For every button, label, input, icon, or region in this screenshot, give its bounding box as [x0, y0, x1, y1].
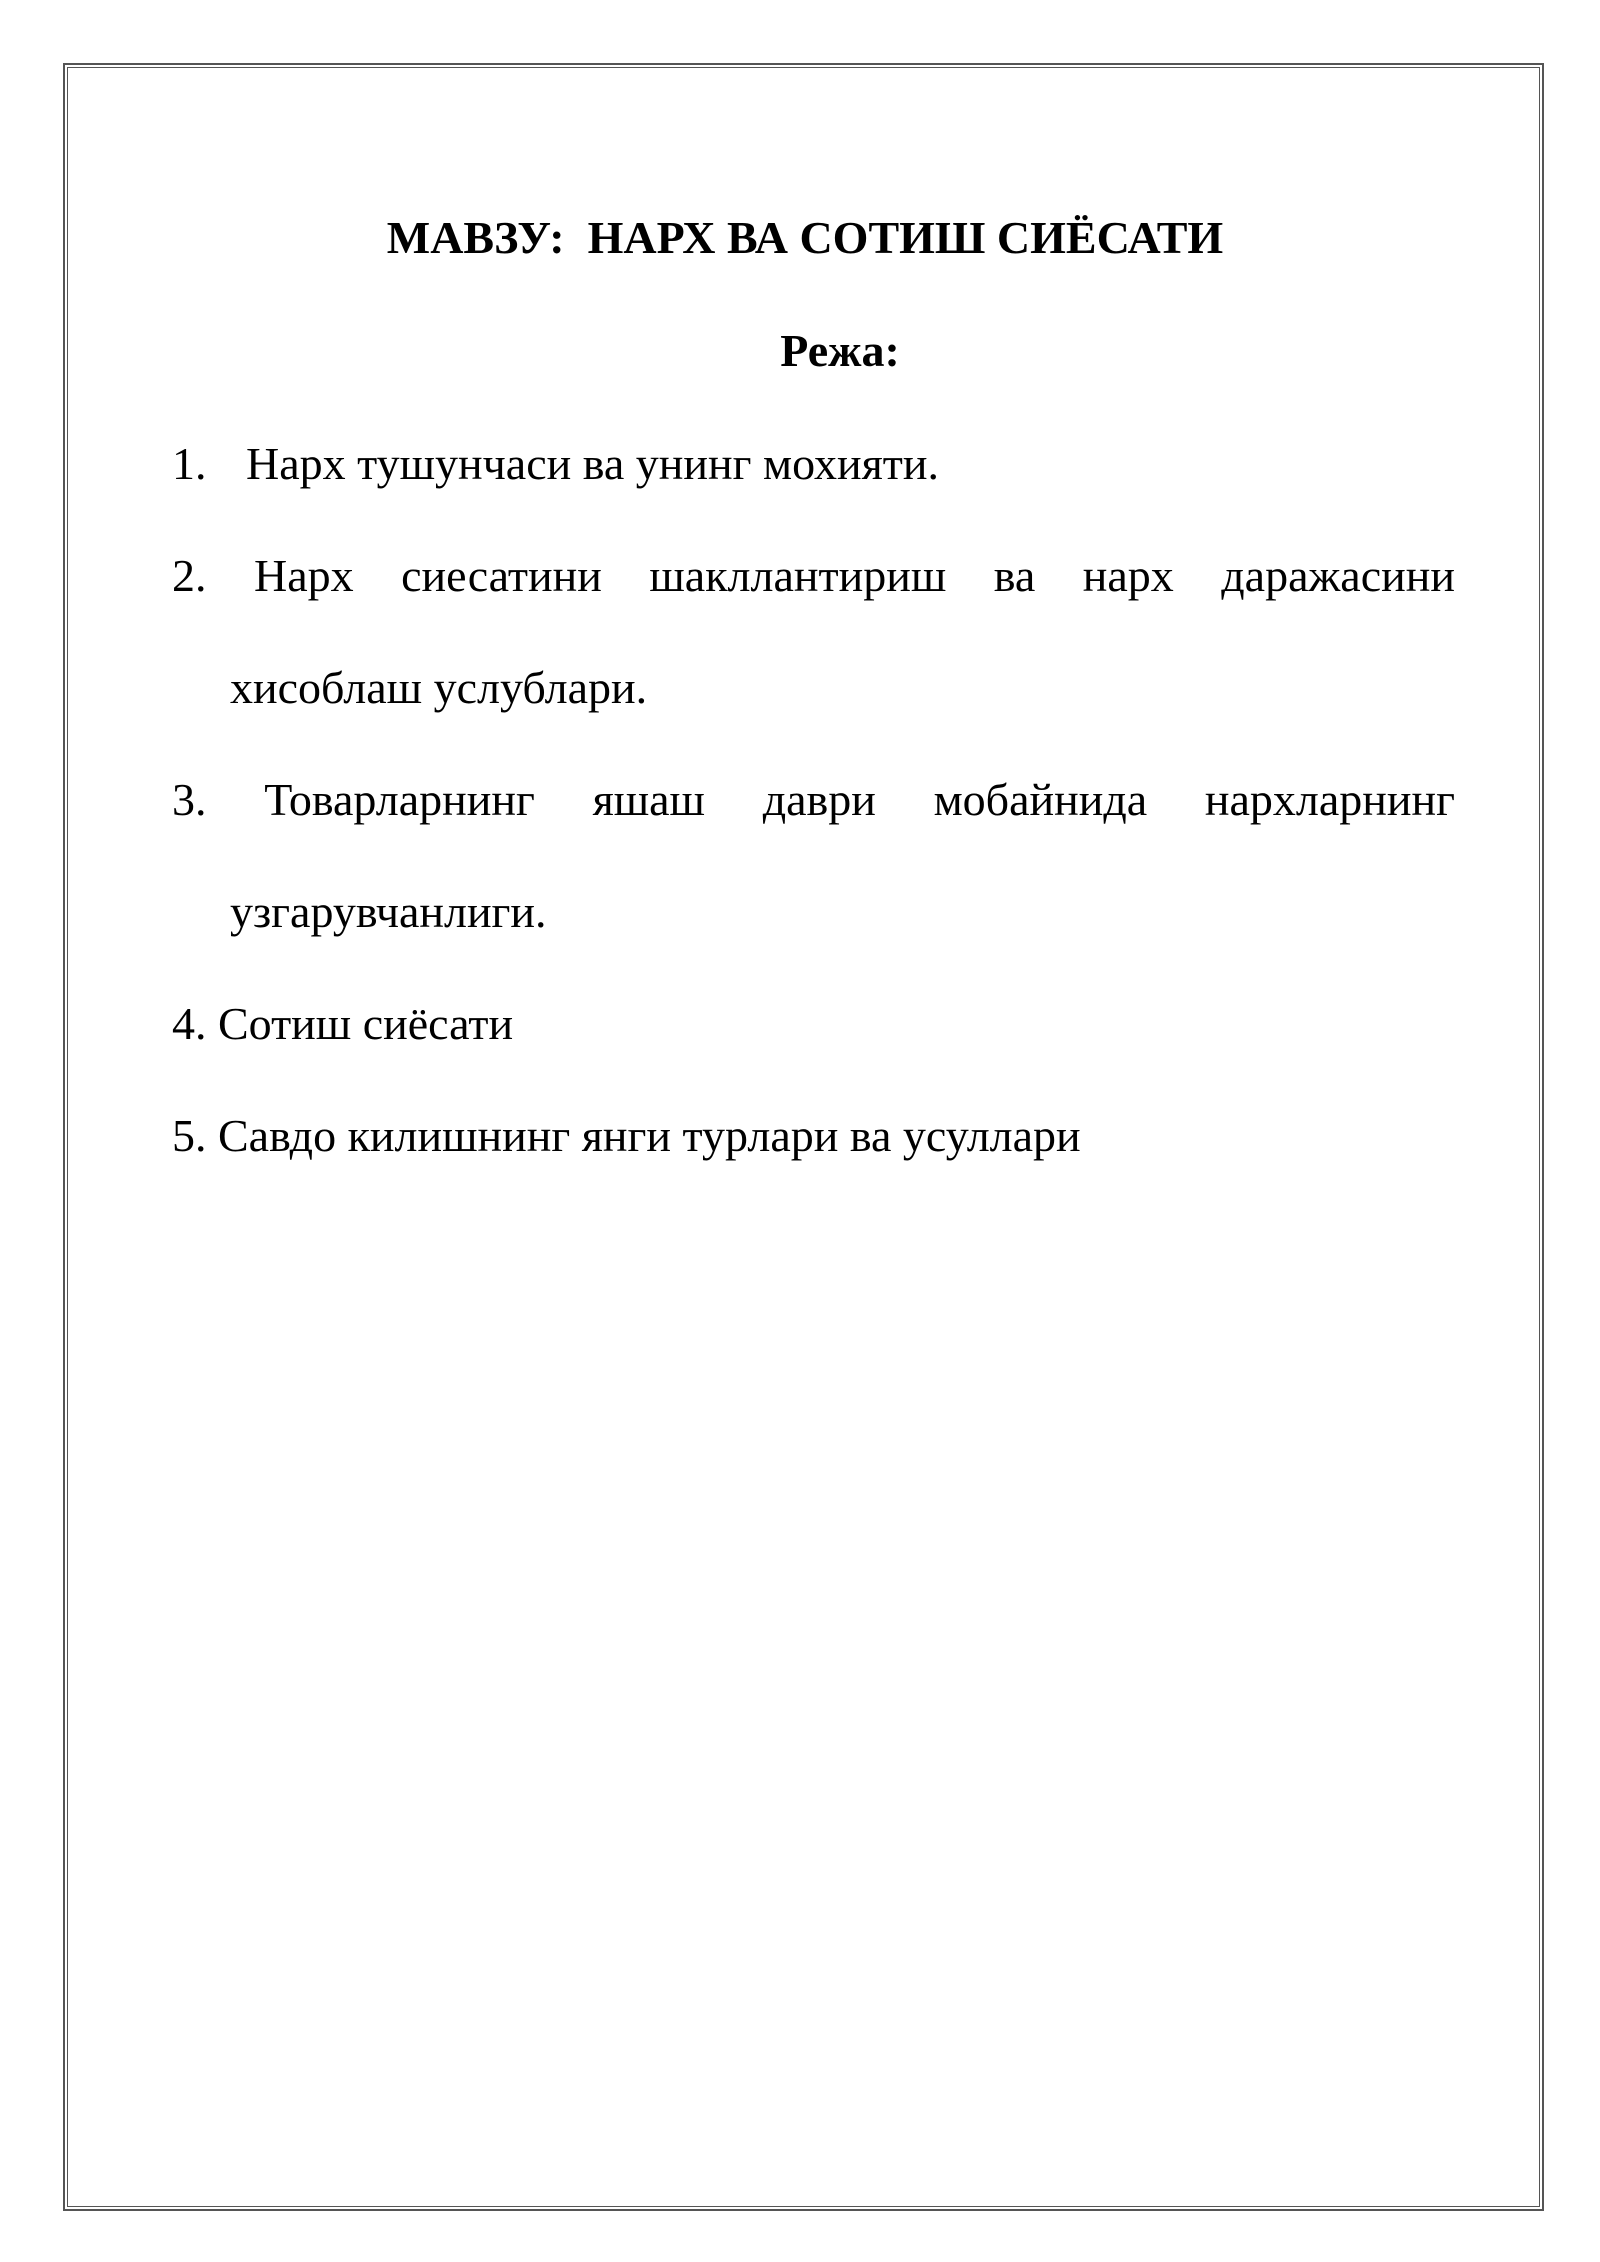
plan-item-text: Сотиш сиёсати: [218, 998, 514, 1049]
plan-item-line: [172, 767, 1455, 833]
plan-item-word: мобайнида: [933, 774, 1148, 825]
plan-item-word: ва: [993, 550, 1036, 601]
document-title: МАВЗУ: НАРХ ВА СОТИШ СИЁСАТИ: [386, 212, 1224, 263]
plan-item-3-continuation: узгарувчанлиги.: [230, 886, 547, 937]
plan-item-text: Нарх тушунчаси ва унинг мохияти.: [246, 438, 939, 489]
plan-item-number: 5.: [172, 1110, 207, 1161]
plan-heading: Режа:: [780, 325, 900, 376]
plan-item-word: нарх: [1082, 550, 1174, 601]
plan-item-word: шакллантириш: [649, 550, 947, 601]
plan-item-2: [172, 543, 1455, 609]
plan-item-number: 3.: [172, 774, 207, 825]
plan-item-word: Товарларнинг: [264, 774, 535, 825]
plan-item-text: Савдо килишнинг янги турлари ва усуллари: [218, 1110, 1081, 1161]
plan-item-word: яшаш: [592, 774, 705, 825]
plan-item-word: нархларнинг: [1204, 774, 1455, 825]
plan-item-4: [172, 991, 1455, 1057]
plan-item-1: [172, 431, 1455, 497]
plan-item-word: Нарх: [253, 550, 354, 601]
plan-item-3: [172, 767, 1455, 833]
plan-item-word: даражасини: [1221, 550, 1455, 601]
plan-item-number: 4.: [172, 998, 207, 1049]
plan-item-line: [172, 543, 1455, 609]
plan-item-word: сиесатини: [401, 550, 602, 601]
plan-item-number: 2.: [172, 550, 207, 601]
plan-item-number: 1.: [172, 438, 207, 489]
plan-item-5: [172, 1103, 1455, 1169]
plan-item-word: даври: [762, 774, 876, 825]
plan-item-2-continuation: хисоблаш услублари.: [230, 662, 648, 713]
